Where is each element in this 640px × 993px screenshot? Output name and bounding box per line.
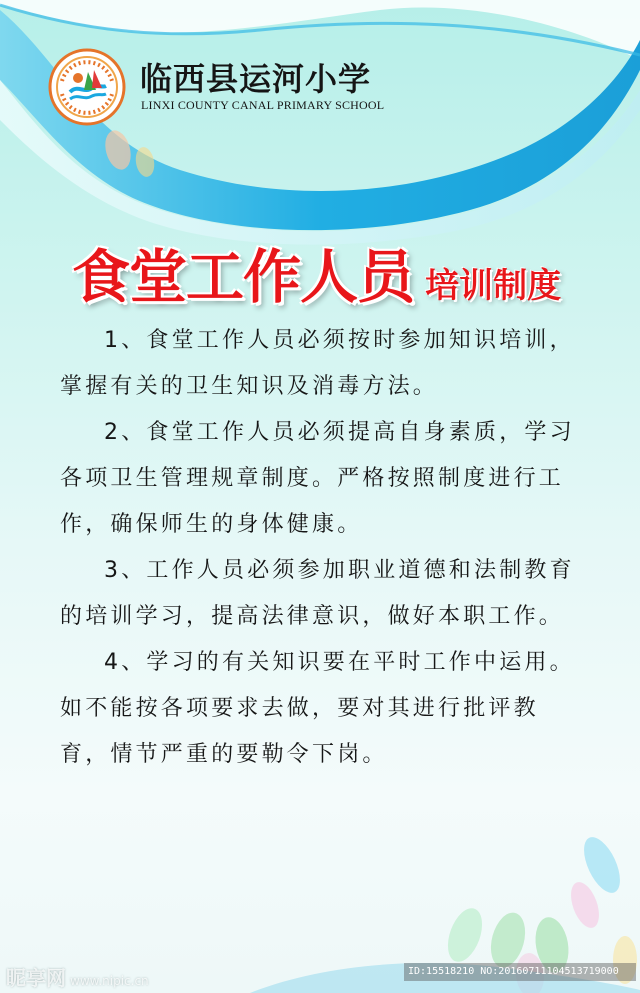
school-logo-icon (48, 48, 126, 126)
rule-item-2: 2、食堂工作人员必须提高自身素质，学习各项卫生管理规章制度。严格按照制度进行工作，确保师生的身体健康。 (60, 420, 575, 537)
poster-title-main: 食堂工作人员 (72, 243, 415, 311)
rule-item-1: 1、食堂工作人员必须按时参加知识培训，掌握有关的卫生知识及消毒方法。 (60, 328, 575, 399)
poster-title-sub: 培训制度 (425, 266, 562, 306)
rule-item-3: 3、工作人员必须参加职业道德和法制教育的培训学习，提高法律意识，做好本职工作。 (60, 558, 575, 629)
watermark-site-name: 昵享网 (6, 966, 66, 990)
school-name-english: LINXI COUNTY CANAL PRIMARY SCHOOL (141, 98, 385, 112)
rules-list (60, 318, 584, 778)
watermark-url: www.nipic.cn (70, 974, 149, 988)
watermark-site (6, 962, 149, 991)
school-name: 临西县运河小学 (140, 60, 372, 98)
poster-title (72, 230, 561, 314)
watermark-id: ID:15518210 NO:20160711104513719000 (404, 963, 636, 981)
rule-item-4: 4、学习的有关知识要在平时工作中运用。如不能按各项要求去做，要对其进行批评教育，情节严重的要勒令下岗。 (60, 650, 575, 767)
